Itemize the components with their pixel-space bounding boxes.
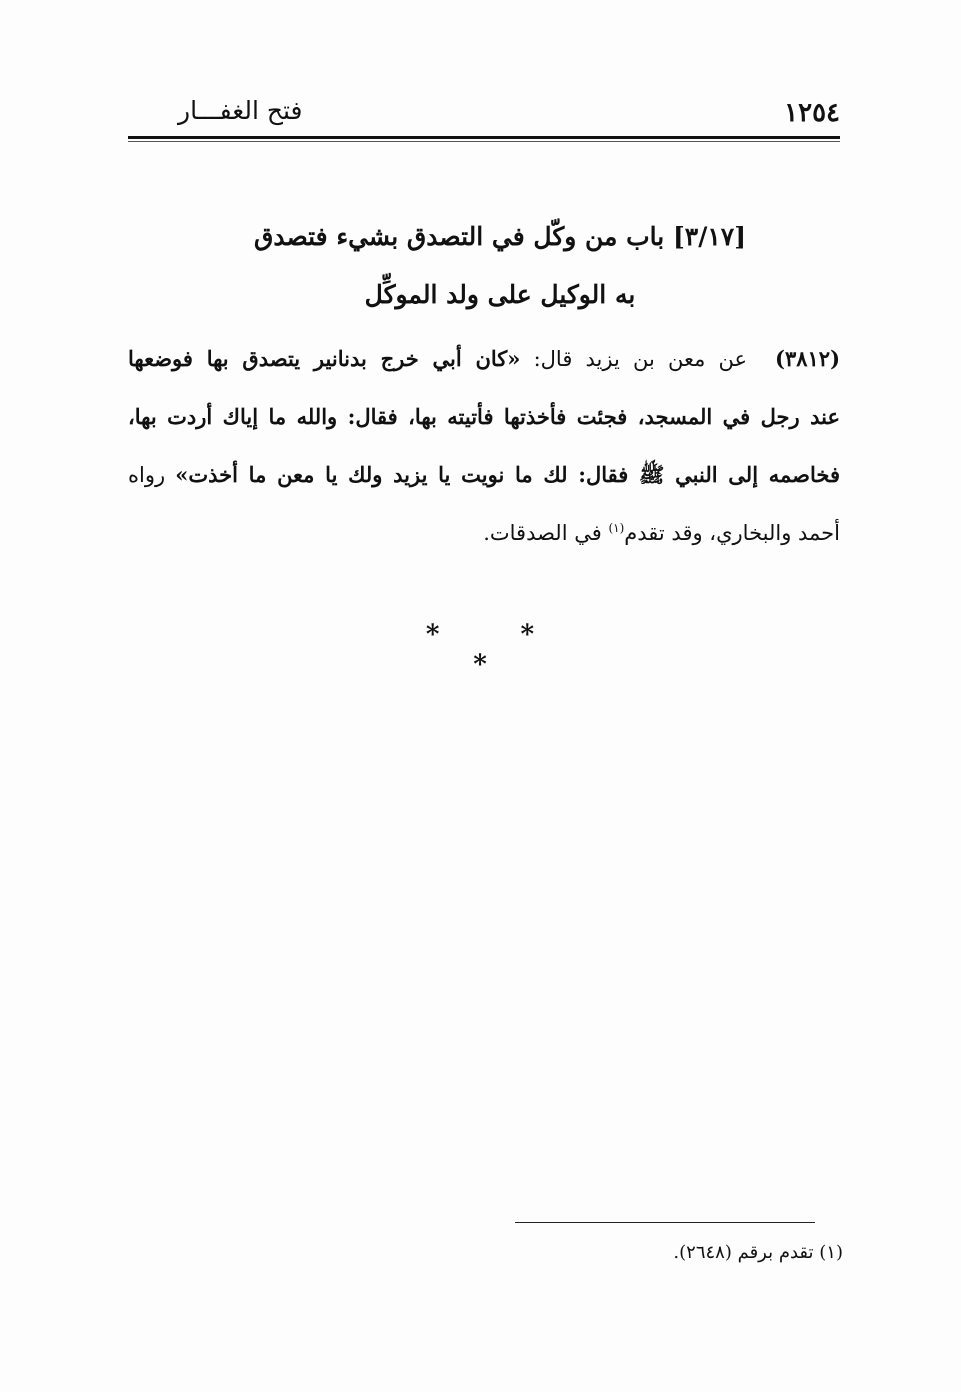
chapter-heading-line-1: [٣/١٧] باب من وكّل في التصدق بشيء فتصدق: [253, 222, 747, 251]
section-separator: * * *: [425, 620, 571, 680]
hadith-text: [128, 330, 840, 562]
page-number: ١٢٥٤: [784, 98, 840, 128]
footnote-rule: [515, 1222, 815, 1223]
header-rule: [128, 136, 840, 139]
hadith-line-2: عند رجل في المسجد، فجئت فأخذتها فأتيته بها، فقال: والله ما إياك أردت بها،: [128, 404, 840, 429]
hadith-line-1: [128, 330, 840, 388]
hadith-line-3: [128, 446, 840, 504]
running-header: [128, 96, 840, 136]
header-rule-thin: [128, 141, 840, 142]
chapter-heading-line-2: به الوكيل على ولد الموكِّل: [364, 280, 636, 309]
footnote-ref-mark: (١): [608, 521, 625, 535]
hadith-source: أحمد والبخاري، وقد تقدم: [624, 521, 840, 545]
hadith-line-4: [128, 504, 840, 562]
hadith-source-end: في الصدقات.: [483, 521, 609, 545]
book-title: فتح الغفـــار: [178, 96, 303, 125]
chapter-heading: [200, 208, 800, 324]
hadith-riwaya: رواه: [128, 463, 176, 487]
hadith-quote-start: «كان أبي خرج بدنانير يتصدق بها فوضعها: [128, 346, 521, 371]
hadith-number: (٣٨١٢): [775, 346, 840, 371]
hadith-narrator: عن معن بن يزيد قال:: [520, 347, 747, 371]
hadith-quote-end: فخاصمه إلى النبي ﷺ فقال: لك ما نويت يا يزيد ولك يا معن ما أخذت»: [175, 462, 840, 487]
footnote: (١) تقدم برقم (٢٦٤٨).: [673, 1242, 843, 1263]
